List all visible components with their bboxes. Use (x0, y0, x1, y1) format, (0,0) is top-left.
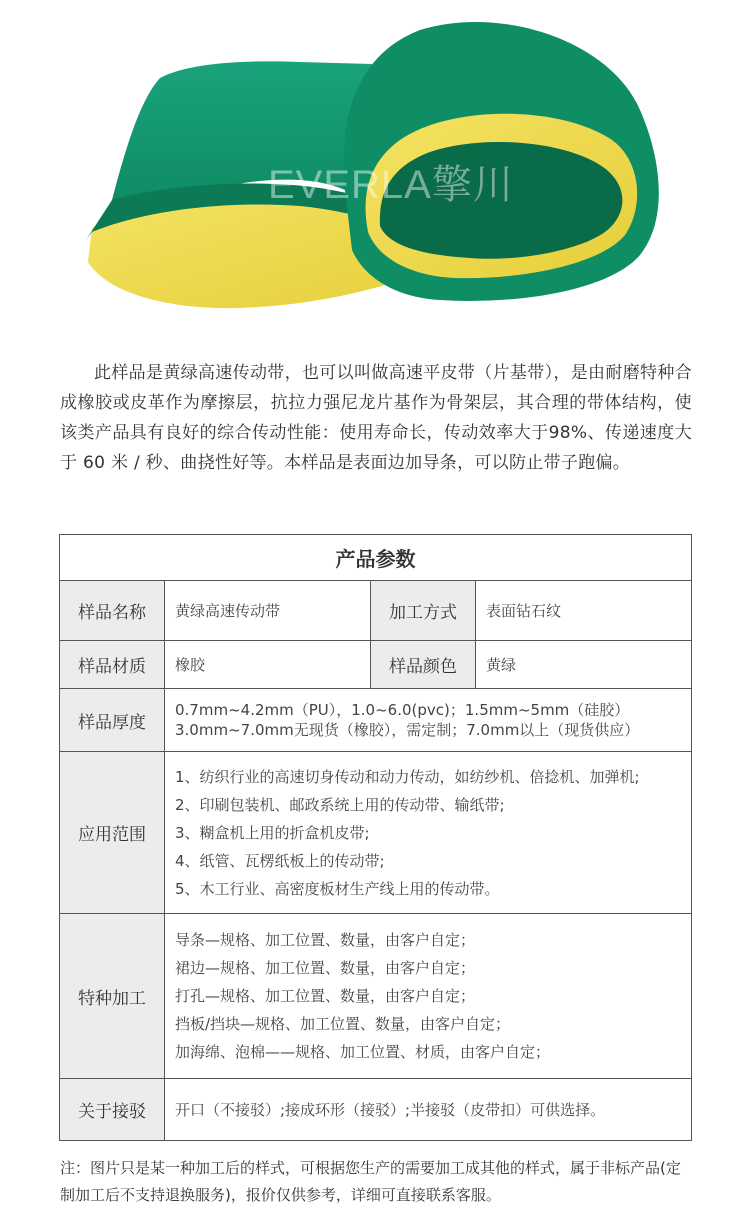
intro-paragraph: 此样品是黄绿高速传动带，也可以叫做高速平皮带（片基带），是由耐磨特种合成橡胶或皮革作为摩擦层，抗拉力强尼龙片基作为骨架层，其合理的带体结构，使该类产品具有良好的综合传动性能：使用寿命长，传动效率大于98%、传递速度大于 60 米 / 秒、曲挠性好等。本样品是表面边加导条，可以防止带子跑偏。 (60, 363, 692, 473)
special-process-item: 挡板/挡块—规格、加工位置、数量，由客户自定； (175, 1015, 511, 1033)
process-label: 加工方式 (371, 581, 476, 641)
application-item: 1、纺织行业的高速切身传动和动力传动，如纺纱机、倍捻机、加弹机; (175, 767, 640, 786)
footer-note: 注：图片只是某一种加工后的样式，可根据您生产的需要加工成其他的样式，属于非标产品(定制加工后不支持退换服务)，报价仅供参考，详细可直接联系客服。 (60, 1159, 681, 1204)
special-process-label: 特种加工 (60, 914, 165, 1079)
special-process-item: 裙边—规格、加工位置、数量，由客户自定； (175, 959, 476, 977)
material-value: 橡胶 (165, 641, 371, 689)
name-value: 黄绿高速传动带 (165, 581, 371, 641)
color-label: 样品颜色 (371, 641, 476, 689)
table-title: 产品参数 (60, 535, 692, 581)
joint-value: 开口（不接驳）;接成环形（接驳）;半接驳（皮带扣）可供选择。 (165, 1079, 692, 1141)
special-process-list (165, 914, 692, 1079)
product-photo (0, 0, 750, 340)
application-item: 4、纸管、瓦楞纸板上的传动带; (175, 851, 385, 870)
application-label: 应用范围 (60, 752, 165, 914)
application-item: 5、木工行业、高密度板材生产线上用的传动带。 (175, 879, 500, 898)
special-process-item: 加海绵、泡棉——规格、加工位置、材质，由客户自定； (175, 1043, 551, 1061)
thickness-line: 3.0mm~7.0mm无现货（橡胶），需定制；7.0mm以上（现货供应） (175, 721, 640, 739)
thickness-value (165, 689, 692, 752)
process-value: 表面钻石纹 (476, 581, 692, 641)
product-params-table (59, 534, 692, 1141)
brand-watermark: EVERLA擎川 (268, 163, 514, 207)
thickness-label: 样品厚度 (60, 689, 165, 752)
application-item: 3、糊盒机上用的折盒机皮带; (175, 823, 370, 842)
material-label: 样品材质 (60, 641, 165, 689)
special-process-item: 导条—规格、加工位置、数量，由客户自定； (175, 931, 476, 949)
color-value: 黄绿 (476, 641, 692, 689)
special-process-item: 打孔—规格、加工位置、数量，由客户自定； (175, 987, 476, 1005)
joint-label: 关于接驳 (60, 1079, 165, 1141)
thickness-line: 0.7mm~4.2mm（PU），1.0~6.0(pvc)；1.5mm~5mm（硅胶） (175, 701, 630, 719)
application-item: 2、印刷包装机、邮政系统上用的传动带、输纸带; (175, 795, 505, 814)
application-list (165, 752, 692, 914)
name-label: 样品名称 (60, 581, 165, 641)
